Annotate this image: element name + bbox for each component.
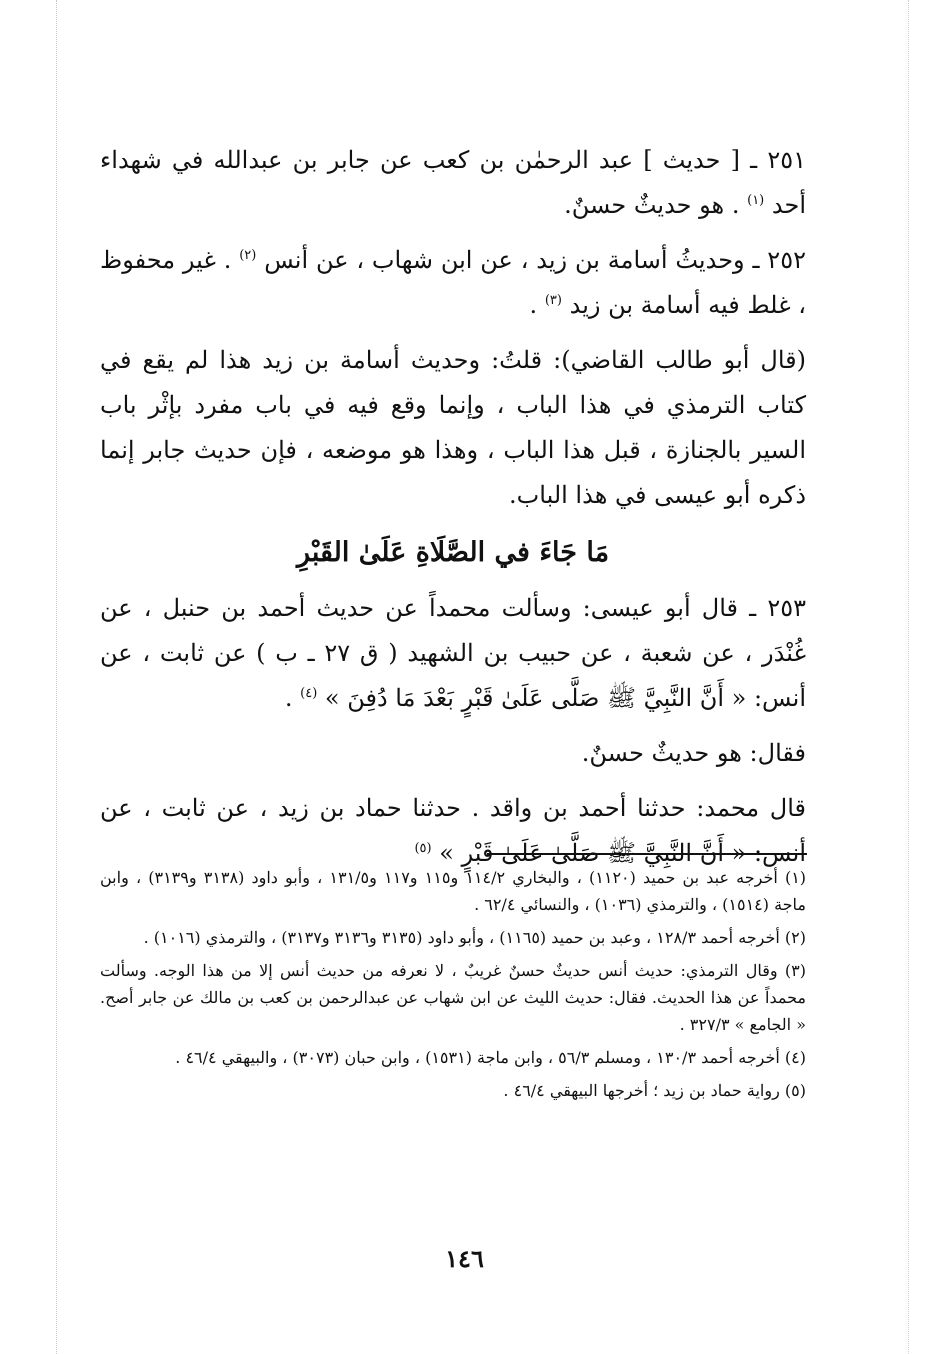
hadith-253 xyxy=(100,586,806,721)
main-text xyxy=(100,138,806,886)
hadith-251-end: . هو حديثٌ حسنٌ. xyxy=(564,191,740,219)
hadith-253-end: . xyxy=(284,684,293,712)
footnote-separator xyxy=(487,853,807,855)
hadith-252-end: . xyxy=(529,291,538,319)
hadith-253-text: ٢٥٣ ـ قال أبو عيسى: وسألت محمداً عن حديث أحمد بن حنبل ، عن غُنْدَر ، عن شعبة ، عن حبيب بن الشهيد ( ق ٢٧ ـ ب ) عن ثابت ، عن أنس: « أَنَّ النَّبِيَّ ﷺ صَلَّى عَلَىٰ قَبْرٍ بَعْدَ مَا دُفِنَ » xyxy=(100,594,806,712)
footnote-3: (٣) وقال الترمذي: حديث أنس حديثٌ حسنٌ غريبٌ ، لا نعرفه من حديث أنس إلا من هذا الوجه. وسألت محمداً عن هذا الحديث. فقال: حديث الليث عن ابن شهاب عن عبدالرحمن بن كعب بن مالك عن جابر أصح. « الجامع » ٣٢٧/٣ . xyxy=(100,961,806,1034)
second-chain-text: قال محمد: حدثنا أحمد بن واقد . حدثنا حماد بن زيد ، عن ثابت ، عن أنس: « أَنَّ النَّبِيَّ ﷺ صَلَّىٰ عَلَىٰ قَبْرٍ » xyxy=(100,794,806,867)
scan-edge-dots-left xyxy=(56,0,57,1354)
footnote-ref-3: (٣) xyxy=(544,293,562,308)
footnotes xyxy=(100,864,806,1110)
editor-note: (قال أبو طالب القاضي): قلتُ: وحديث أسامة بن زيد هذا لم يقع في كتاب الترمذي في هذا الباب ، وإنما وقع فيه في باب مفرد بإثْر باب السير بالجنازة ، قبل هذا الباب ، وهذا هو موضعه ، فإن حديث جابر إنما ذكره أبو عيسى في هذا الباب. xyxy=(100,346,806,509)
page-number: ١٤٦ xyxy=(445,1244,484,1273)
hadith-251 xyxy=(100,138,806,228)
footnote-ref-1: (١) xyxy=(747,193,765,208)
footnote-ref-5: (٥) xyxy=(414,841,432,856)
hadith-252-mid: . غير محفوظ ، غلط فيه أسامة بن زيد xyxy=(100,246,806,319)
verdict-line: فقال: هو حديثٌ حسنٌ. xyxy=(581,739,806,767)
footnote-1: (١) أخرجه عبد بن حميد (١١٢٠) ، والبخاري ١١٤/٢ و١١٥ و١١٧ و١٣١/٥ ، وأبو داود (٣١٣٨ و٣١٣٩) ، وابن ماجة (١٥١٤) ، والترمذي (١٠٣٦) ، والنسائي ٦٢/٤ . xyxy=(100,868,807,914)
footnote-5: (٥) رواية حماد بن زيد ؛ أخرجها البيهقي ٤٦/٤ . xyxy=(503,1081,806,1100)
footnote-2: (٢) أخرجه أحمد ١٢٨/٣ ، وعبد بن حميد (١١٦٥) ، وأبو داود (٣١٣٥ و٣١٣٦ و٣١٣٧) ، والترمذي (١٠١٦) . xyxy=(143,928,806,947)
hadith-251-text: ٢٥١ ـ [ حديث ] عبد الرحمٰن بن كعب عن جابر بن عبدالله في شهداء أحد xyxy=(100,146,806,219)
footnote-ref-2: (٢) xyxy=(239,248,257,263)
footnote-4: (٤) أخرجه أحمد ١٣٠/٣ ، ومسلم ٥٦/٣ ، وابن ماجة (١٥٣١) ، وابن حبان (٣٠٧٣) ، والبيهقي ٤٦/٤ . xyxy=(175,1048,806,1067)
hadith-252-text: ٢٥٢ ـ وحديثُ أسامة بن زيد ، عن ابن شهاب ، عن أنس xyxy=(264,246,806,274)
footnote-ref-4: (٤) xyxy=(300,686,318,701)
hadith-252 xyxy=(100,238,806,328)
chapter-heading: مَا جَاءَ في الصَّلَاةِ عَلَىٰ القَبْرِ xyxy=(296,537,610,568)
scan-edge-dots-right xyxy=(908,0,909,1354)
hadith-253-second-chain xyxy=(100,786,806,876)
